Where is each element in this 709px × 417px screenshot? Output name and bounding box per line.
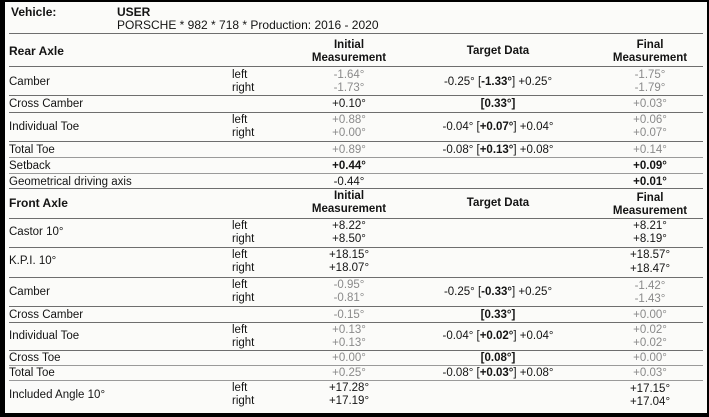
included-angle-right: right — [232, 395, 255, 407]
rear-axle-title: Rear Axle — [9, 44, 64, 58]
divider — [9, 66, 703, 67]
rear-toe-target: -0.04° [+0.07°] +0.04° — [442, 121, 554, 133]
cross-toe-final: +0.00° — [633, 352, 667, 364]
rear-toe-left: left — [232, 114, 248, 126]
divider — [9, 306, 703, 307]
divider — [9, 112, 703, 113]
rear-individual-toe-label: Individual Toe — [9, 121, 80, 133]
front-toe-left: left — [232, 324, 248, 336]
geo-axis-label: Geometrical driving axis — [9, 176, 132, 188]
rear-camber-right: right — [232, 82, 255, 94]
front-camber-target: -0.25° [-0.33°] +0.25° — [443, 286, 553, 298]
alignment-report — [5, 2, 707, 413]
front-final-header-2: Measurement — [612, 205, 688, 217]
rear-total-toe-label: Total Toe — [9, 144, 55, 156]
rear-cross-camber-label: Cross Camber — [9, 98, 84, 110]
user-name: USER — [117, 5, 151, 19]
rear-camber-label: Camber — [9, 76, 50, 88]
divider — [9, 141, 703, 142]
kpi-initial-right: +18.07° — [328, 262, 370, 274]
front-camber-final-left: -1.42° — [634, 280, 666, 292]
cross-toe-initial: +0.00° — [332, 352, 366, 364]
divider — [9, 350, 703, 351]
front-cross-camber-final: +0.00° — [633, 309, 667, 321]
kpi-left: left — [232, 249, 248, 261]
front-total-toe-initial: +0.25° — [332, 367, 366, 379]
kpi-right: right — [232, 262, 255, 274]
castor-initial-right: +8.50° — [332, 233, 366, 245]
included-angle-left: left — [232, 382, 248, 394]
setback-initial: +0.44° — [332, 160, 366, 172]
front-target-header: Target Data — [466, 197, 530, 209]
front-final-header-1: Final — [636, 192, 664, 204]
front-total-toe-final: +0.03° — [633, 367, 667, 379]
rear-toe-right: right — [232, 127, 255, 139]
divider — [9, 157, 703, 158]
rear-total-toe-final: +0.14° — [633, 144, 667, 156]
castor-right: right — [232, 233, 255, 245]
kpi-final-right: +18.47° — [629, 263, 671, 275]
divider — [9, 188, 703, 189]
rear-cross-camber-final: +0.03° — [633, 98, 667, 110]
front-individual-toe-label: Individual Toe — [9, 330, 80, 342]
included-angle-label: Included Angle 10° — [9, 389, 106, 401]
divider — [9, 380, 703, 381]
setback-label: Setback — [9, 160, 51, 172]
front-toe-final-right: +0.02° — [633, 337, 667, 349]
castor-label: Castor 10° — [9, 226, 64, 238]
front-camber-final-right: -1.43° — [634, 293, 666, 305]
rear-camber-initial-right: -1.73° — [333, 82, 365, 94]
rear-camber-target: -0.25° [-1.33°] +0.25° — [443, 76, 553, 88]
divider — [9, 277, 703, 278]
geo-axis-initial: -0.44° — [333, 176, 365, 188]
rear-total-toe-initial: +0.89° — [332, 144, 366, 156]
front-toe-target: -0.04° [+0.02°] +0.04° — [442, 330, 554, 342]
geo-axis-final: +0.01° — [633, 176, 667, 188]
rear-toe-initial-left: +0.88° — [332, 114, 366, 126]
rear-toe-final-right: +0.07° — [633, 127, 667, 139]
rear-camber-final-left: -1.75° — [634, 69, 666, 81]
rear-total-toe-target: -0.08° [+0.13°] +0.08° — [442, 144, 554, 156]
rear-final-header-2: Measurement — [612, 52, 688, 64]
front-camber-label: Camber — [9, 286, 50, 298]
rear-camber-initial-left: -1.64° — [333, 69, 365, 81]
included-angle-initial-left: +17.28° — [328, 382, 370, 394]
castor-final-left: +8.21° — [633, 220, 667, 232]
vehicle-model: PORSCHE * 982 * 718 * Production: 2016 - 2020 — [117, 18, 379, 32]
kpi-label: K.P.I. 10° — [9, 255, 57, 267]
rear-initial-header-1: Initial — [333, 39, 365, 51]
front-camber-initial-left: -0.95° — [333, 279, 365, 291]
front-toe-final-left: +0.02° — [633, 324, 667, 336]
rear-toe-initial-right: +0.00° — [332, 127, 366, 139]
kpi-final-left: +18.57° — [629, 249, 671, 261]
front-axle-title: Front Axle — [9, 196, 68, 210]
divider — [9, 218, 703, 219]
divider — [9, 95, 703, 96]
front-initial-header-1: Initial — [333, 190, 365, 202]
divider — [9, 365, 703, 366]
included-angle-initial-right: +17.19° — [328, 395, 370, 407]
rear-final-header-1: Final — [636, 39, 664, 51]
rear-camber-final-right: -1.79° — [634, 82, 666, 94]
divider — [9, 322, 703, 323]
front-camber-left: left — [232, 279, 248, 291]
front-cross-camber-label: Cross Camber — [9, 309, 84, 321]
front-cross-camber-target: [0.33°] — [480, 309, 516, 321]
castor-left: left — [232, 220, 248, 232]
setback-final: +0.09° — [633, 160, 667, 172]
rear-camber-left: left — [232, 69, 248, 81]
front-toe-right: right — [232, 337, 255, 349]
included-angle-final-left: +17.15° — [629, 383, 671, 395]
kpi-initial-left: +18.15° — [328, 249, 370, 261]
front-total-toe-label: Total Toe — [9, 367, 55, 379]
cross-toe-target: [0.08°] — [480, 352, 516, 364]
castor-initial-left: +8.22° — [332, 220, 366, 232]
rear-target-header: Target Data — [466, 45, 530, 57]
front-toe-initial-right: +0.13° — [332, 337, 366, 349]
cross-toe-label: Cross Toe — [9, 352, 61, 364]
rear-toe-final-left: +0.06° — [633, 114, 667, 126]
rear-initial-header-2: Measurement — [311, 52, 387, 64]
rear-cross-camber-target: [0.33°] — [480, 98, 516, 110]
divider — [9, 173, 703, 174]
front-camber-right: right — [232, 292, 255, 304]
front-toe-initial-left: +0.13° — [332, 324, 366, 336]
front-total-toe-target: -0.08° [+0.03°] +0.08° — [442, 367, 554, 379]
front-cross-camber-initial: -0.15° — [333, 309, 365, 321]
divider — [9, 33, 703, 34]
divider — [9, 247, 703, 248]
castor-final-right: +8.19° — [633, 233, 667, 245]
included-angle-final-right: +17.04° — [629, 396, 671, 408]
front-camber-initial-right: -0.81° — [333, 292, 365, 304]
rear-cross-camber-initial: +0.10° — [332, 98, 366, 110]
vehicle-label: Vehicle: — [11, 5, 57, 19]
front-initial-header-2: Measurement — [311, 203, 387, 215]
